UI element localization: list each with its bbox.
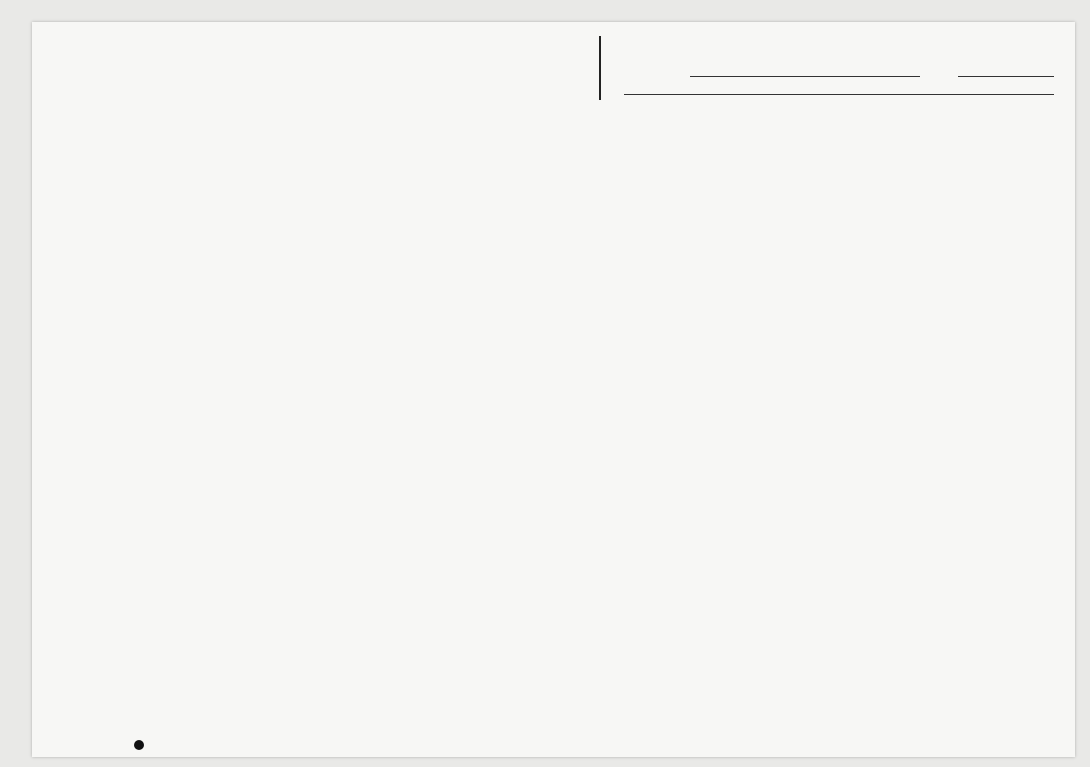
printer-mark-icon [134, 740, 144, 750]
print-code [134, 740, 148, 750]
